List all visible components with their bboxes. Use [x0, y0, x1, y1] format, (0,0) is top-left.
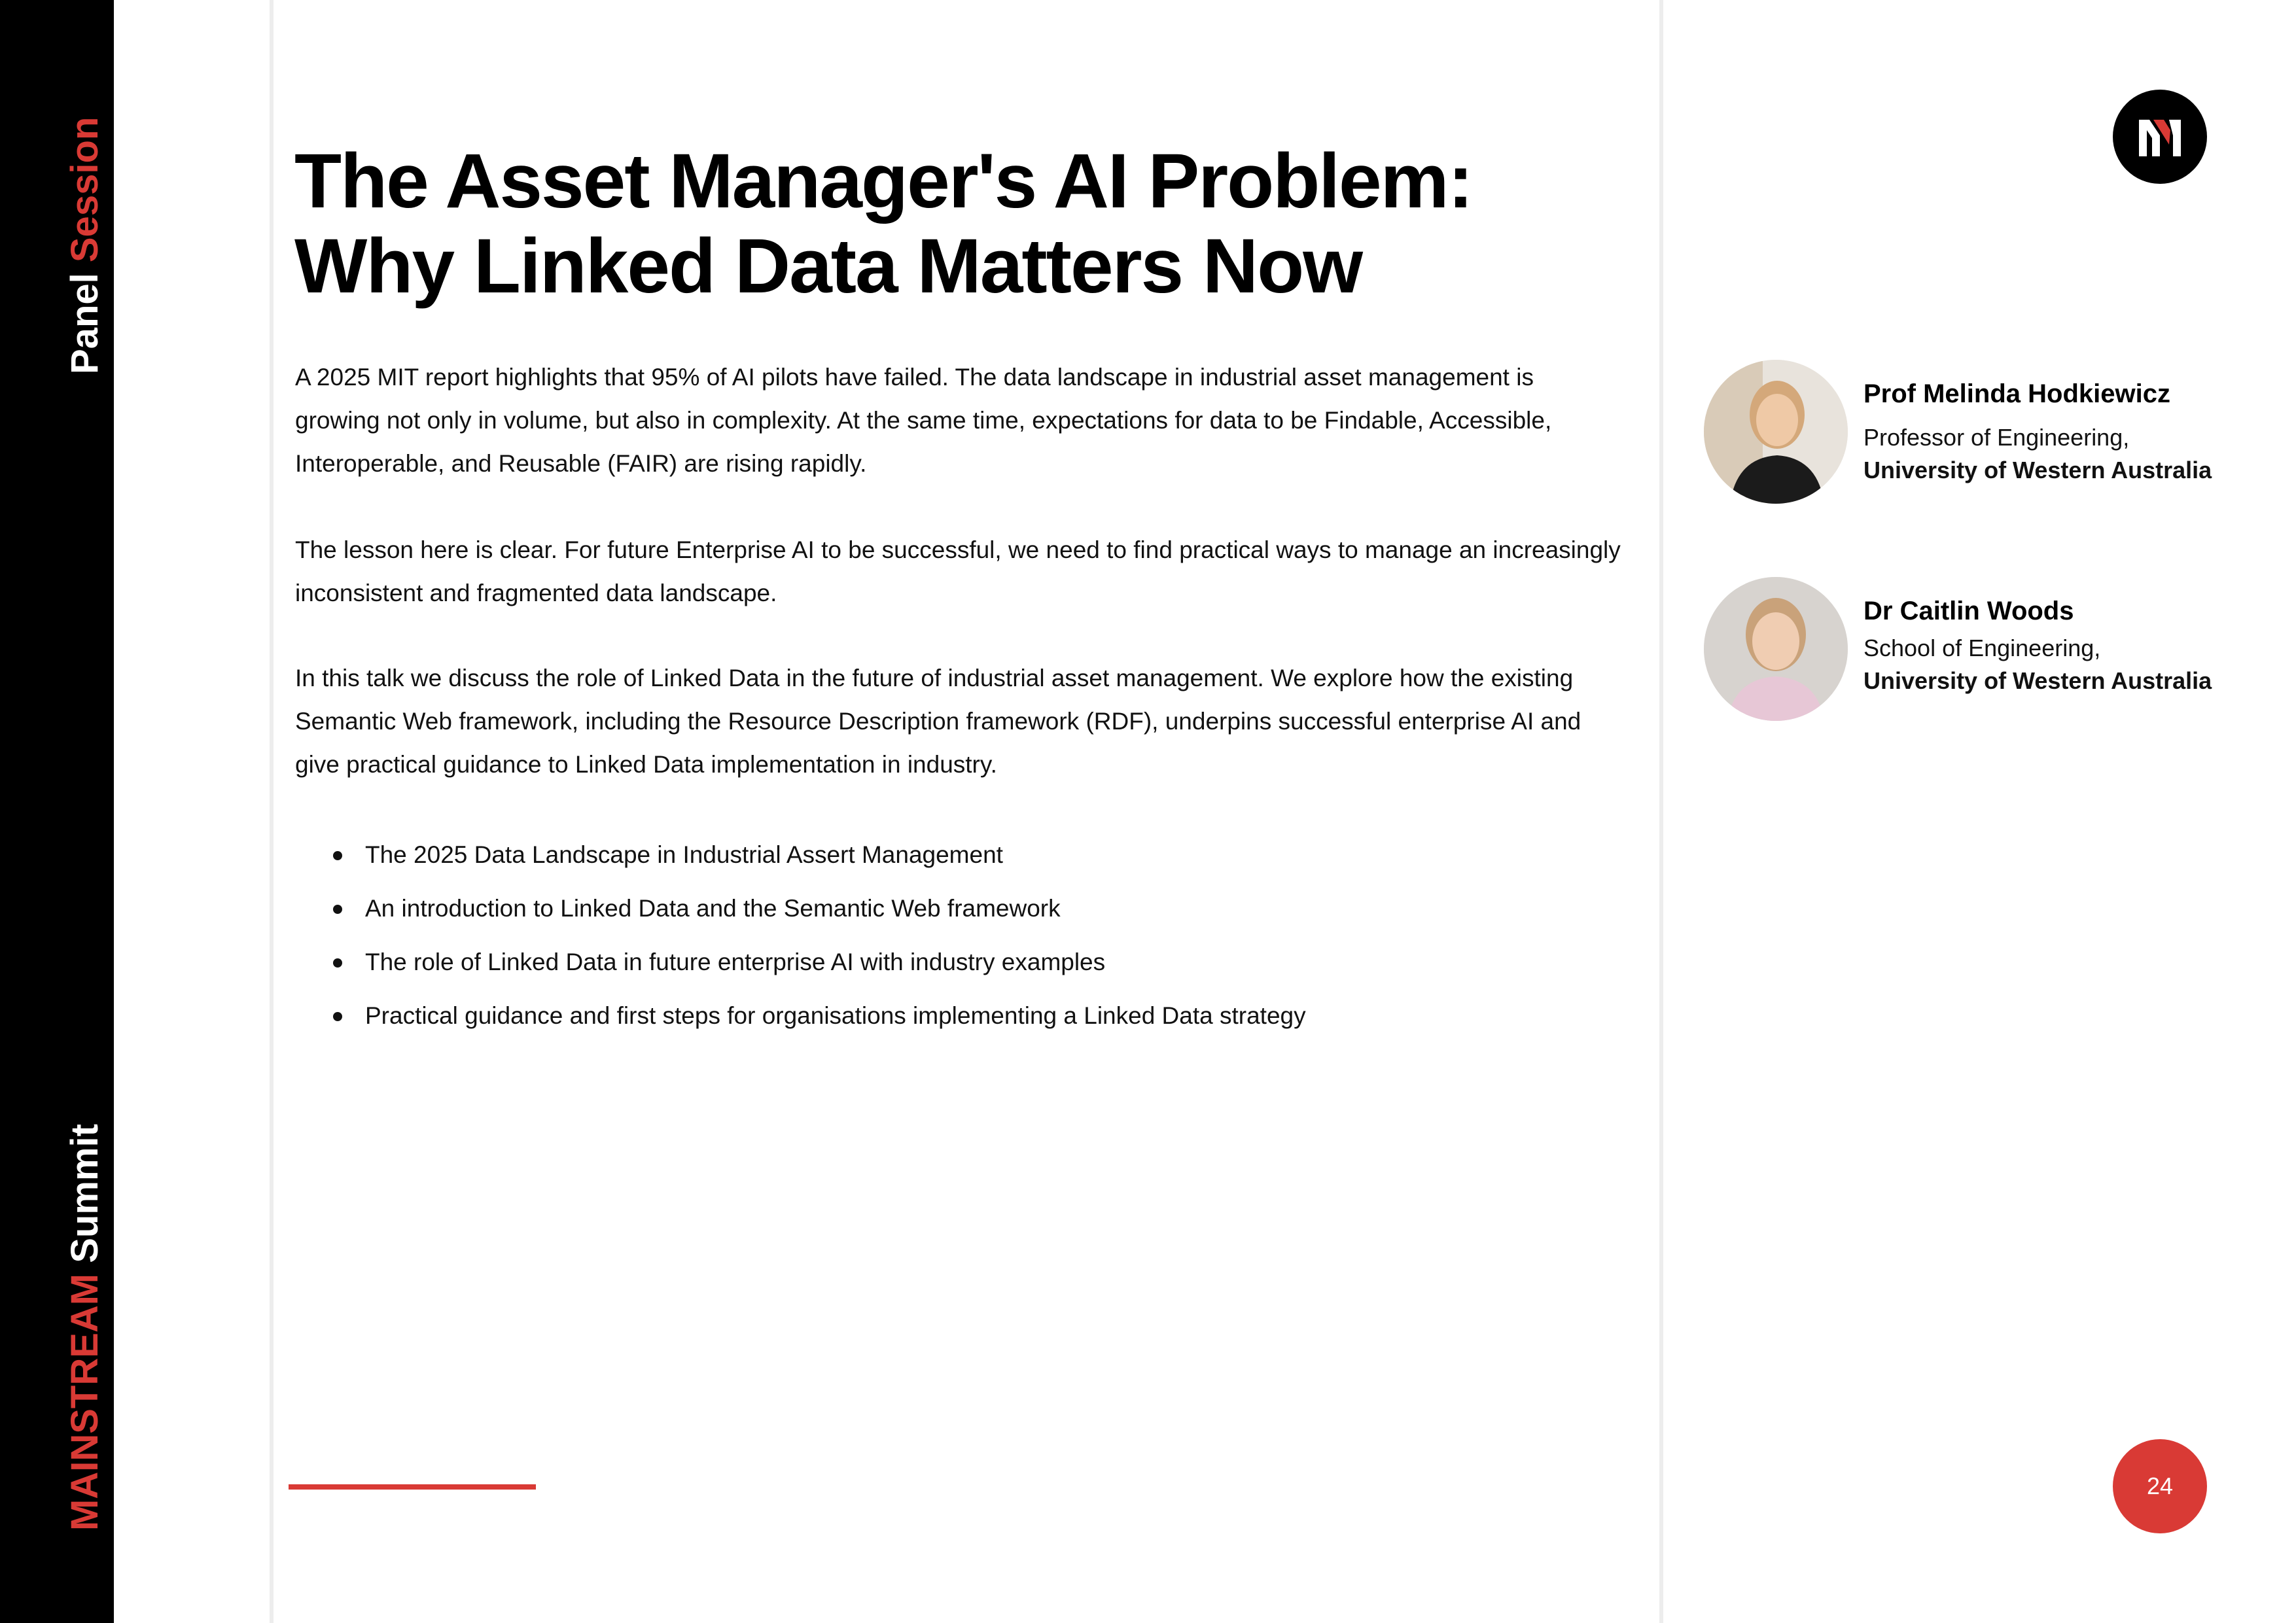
list-item: The 2025 Data Landscape in Industrial Assert Management — [331, 828, 1306, 882]
right-divider — [1659, 0, 1663, 1623]
left-divider — [270, 0, 274, 1623]
page-number-badge: 24 — [2113, 1439, 2207, 1533]
list-item: An introduction to Linked Data and the Semantic Web framework — [331, 882, 1306, 935]
topic-list — [331, 828, 1306, 1043]
paragraph-intro: A 2025 MIT report highlights that 95% of AI pilots have failed. The data landscape in industrial asset management is growing not only in volume, but also in complexity. At the same time, expectations for data to be Findable, Accessible, Interoperable, and Reusable (FAIR) are rising rapidly. — [295, 364, 1552, 477]
title-line-1: The Asset Manager's AI Problem: — [294, 138, 1472, 224]
logo-mark — [2113, 90, 2207, 184]
speaker-2-org: University of Western Australia — [1863, 667, 2212, 694]
paragraph-lesson: The lesson here is clear. For future Enterprise AI to be successful, we need to find practical ways to manage an increasingly inconsistent and fragmented data landscape. — [295, 536, 1621, 606]
sidebar — [0, 0, 114, 1623]
list-item: The role of Linked Data in future enterprise AI with industry examples — [331, 935, 1306, 989]
page-title — [294, 139, 1642, 309]
paragraph-talk: In this talk we discuss the role of Linked Data in the future of industrial asset management. We explore how the existing Semantic Web framework, including the Resource Description framework (RDF), underpins successful enterprise AI and give practical guidance to Linked Data implementation in industry. — [295, 665, 1581, 778]
speaker-1-name: Prof Melinda Hodkiewicz — [1863, 379, 2170, 408]
speaker-1-photo — [1704, 360, 1848, 504]
accent-divider — [289, 1484, 536, 1490]
mainstream-logo-icon — [2113, 90, 2207, 184]
speaker-2-avatar — [1704, 577, 1848, 721]
speaker-1-avatar — [1704, 360, 1848, 504]
speaker-2-name: Dr Caitlin Woods — [1863, 597, 2074, 625]
list-item: Practical guidance and first steps for organisations implementing a Linked Data strategy — [331, 989, 1306, 1043]
speaker-2-role: School of Engineering, — [1863, 635, 2101, 661]
speaker-2-photo — [1704, 577, 1848, 721]
speaker-1-org: University of Western Australia — [1863, 457, 2212, 483]
event-name-label: MAINSTREAM Summit — [63, 1124, 106, 1531]
title-line-2: Why Linked Data Matters Now — [294, 223, 1362, 309]
speaker-1-role: Professor of Engineering, — [1863, 424, 2130, 451]
session-type-label: Panel Session — [63, 116, 106, 374]
